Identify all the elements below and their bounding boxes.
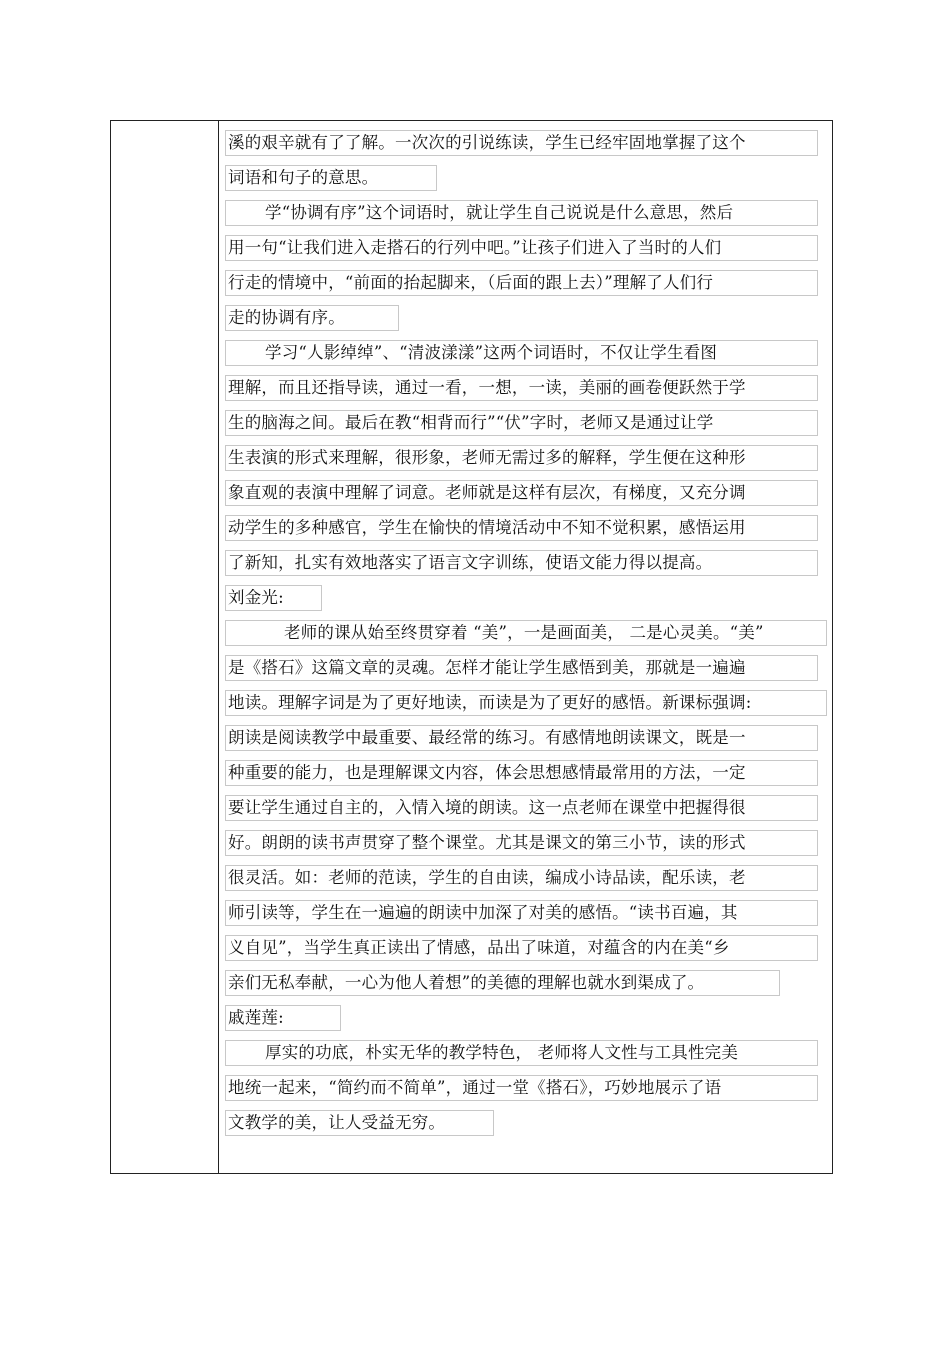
text-line: 溪的艰辛就有了了解。一次次的引说练读，学生已经牢固地掌握了这个 (225, 130, 818, 156)
text-line: 厚实的功底，朴实无华的教学特色， 老师将人文性与工具性完美 (225, 1040, 818, 1066)
text-line: 义自见”，当学生真正读出了情感，品出了味道，对蕴含的内在美“乡 (225, 935, 818, 961)
column-divider (218, 121, 219, 1173)
text-line: 很灵活。如：老师的范读，学生的自由读，编成小诗品读，配乐读，老 (225, 865, 818, 891)
text-line: 了新知，扎实有效地落实了语言文字训练，使语文能力得以提高。 (225, 550, 818, 576)
text-line: 理解，而且还指导读，通过一看，一想，一读，美丽的画卷便跃然于学 (225, 375, 818, 401)
text-line: 生表演的形式来理解，很形象，老师无需过多的解释，学生便在这种形 (225, 445, 818, 471)
text-line: 朗读是阅读教学中最重要、最经常的练习。有感情地朗读课文，既是一 (225, 725, 818, 751)
text-line: 用一句“让我们进入走搭石的行列中吧。”让孩子们进入了当时的人们 (225, 235, 818, 261)
text-line: 行走的情境中，“前面的抬起脚来，（后面的跟上去）”理解了人们行 (225, 270, 818, 296)
text-line: 亲们无私奉献，一心为他人着想”的美德的理解也就水到渠成了。 (225, 970, 780, 996)
text-line: 是《搭石》这篇文章的灵魂。怎样才能让学生感悟到美，那就是一遍遍 (225, 655, 818, 681)
text-line: 老师的课从始至终贯穿着 “美”，一是画面美， 二是心灵美。“美” (225, 620, 827, 646)
speaker-name: 戚莲莲: (225, 1005, 341, 1031)
text-line: 词语和句子的意思。 (225, 165, 437, 191)
text-line: 学“协调有序”这个词语时，就让学生自己说说是什么意思，然后 (225, 200, 818, 226)
text-line: 师引读等，学生在一遍遍的朗读中加深了对美的感悟。“读书百遍，其 (225, 900, 818, 926)
text-line: 象直观的表演中理解了词意。老师就是这样有层次，有梯度，又充分调 (225, 480, 818, 506)
text-line: 好。朗朗的读书声贯穿了整个课堂。尤其是课文的第三小节，读的形式 (225, 830, 818, 856)
text-line: 要让学生通过自主的，入情入境的朗读。这一点老师在课堂中把握得很 (225, 795, 818, 821)
text-line: 走的协调有序。 (225, 305, 399, 331)
text-line: 地读。理解字词是为了更好地读，而读是为了更好的感悟。新课标强调: (225, 690, 827, 716)
text-line: 地统一起来，“简约而不简单”，通过一堂《搭石》，巧妙地展示了语 (225, 1075, 818, 1101)
text-line: 学习“人影绰绰”、“清波漾漾”这两个词语时，不仅让学生看图 (225, 340, 818, 366)
speaker-name: 刘金光: (225, 585, 322, 611)
text-line: 动学生的多种感官，学生在愉快的情境活动中不知不觉积累，感悟运用 (225, 515, 818, 541)
text-line: 种重要的能力，也是理解课文内容，体会思想感情最常用的方法，一定 (225, 760, 818, 786)
text-line: 文教学的美，让人受益无穷。 (225, 1110, 494, 1136)
text-line: 生的脑海之间。最后在教“相背而行”“伏”字时，老师又是通过让学 (225, 410, 818, 436)
